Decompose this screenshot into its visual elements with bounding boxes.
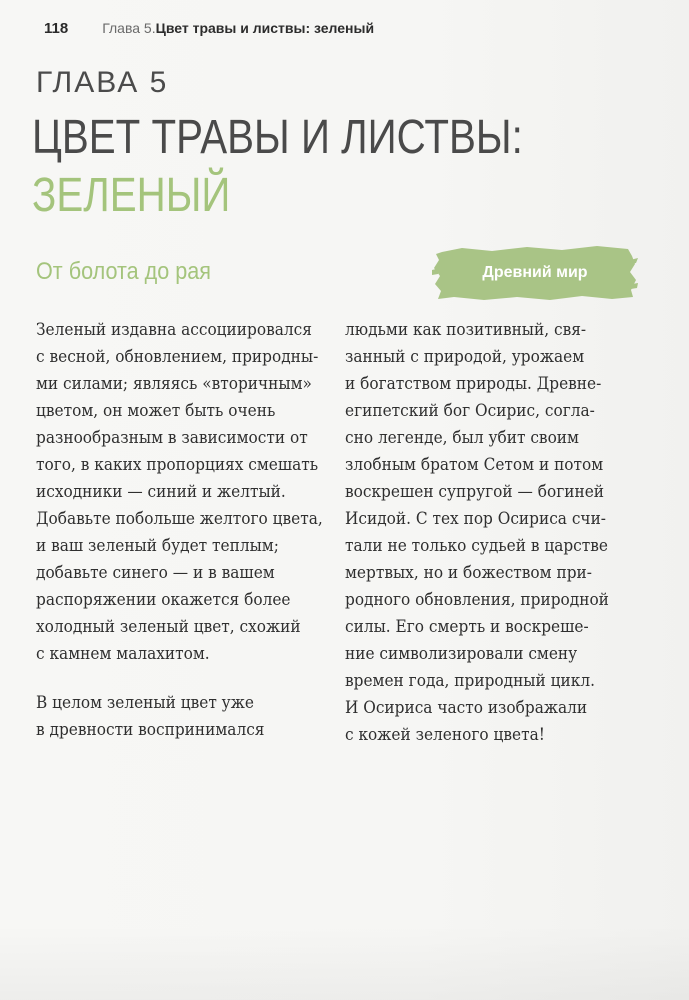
text-column-right	[345, 316, 609, 748]
text-line: В целом зеленый цвет уже	[36, 693, 254, 712]
text-line: с камнем малахитом.	[36, 644, 210, 663]
text-line: ми силами; являясь «вторичным»	[36, 374, 312, 393]
chapter-label: ГЛАВА 5	[36, 66, 169, 99]
text-line: ние символизировали смену	[345, 644, 578, 663]
page-number: 118	[44, 20, 69, 37]
text-line: египетский бог Осирис, согла-	[345, 401, 595, 420]
text-line: исходники — синий и желтый.	[36, 482, 286, 501]
text-column-left	[36, 316, 323, 743]
text-line: тали не только судьей в царстве	[345, 536, 608, 555]
text-line: с весной, обновлением, природны-	[36, 347, 319, 366]
text-line: сно легенде, был убит своим	[345, 428, 579, 447]
running-header	[44, 20, 374, 42]
text-line: распоряжении окажется более	[36, 590, 291, 609]
text-line: родного обновления, природной	[345, 590, 609, 609]
text-line: времен года, природный цикл.	[345, 671, 595, 690]
header-chapter-number: Глава 5.	[102, 20, 156, 36]
section-title: От болота до рая	[36, 258, 211, 285]
text-line: цветом, он может быть очень	[36, 401, 276, 420]
text-line: в древности воспринимался	[36, 720, 265, 739]
text-line: воскрешен супругой — богиней	[345, 482, 605, 501]
text-line: И Осириса часто изображали	[345, 698, 588, 717]
text-line: Исидой. С тех пор Осириса счи-	[345, 509, 606, 528]
text-line: с кожей зеленого цвета!	[345, 725, 545, 744]
topic-tag-badge	[432, 244, 638, 302]
text-line: Зеленый издавна ассоциировался	[36, 320, 312, 339]
header-chapter-title: Цвет травы и листвы: зеленый	[155, 20, 375, 36]
text-line: того, в каких пропорциях смешать	[36, 455, 319, 474]
text-line: холодный зеленый цвет, схожий	[36, 617, 301, 636]
chapter-title-color-word: ЗЕЛЕНЫЙ	[32, 169, 231, 222]
text-line: занный с природой, урожаем	[345, 347, 585, 366]
text-line: и ваш зеленый будет теплым;	[36, 536, 279, 555]
chapter-title: ЦВЕТ ТРАВЫ И ЛИСТВЫ:	[32, 111, 523, 164]
paragraph-gap	[36, 667, 323, 689]
text-line: людьми как позитивный, свя-	[345, 320, 587, 339]
text-line: Добавьте побольше желтого цвета,	[36, 509, 323, 528]
text-line: злобным братом Сетом и потом	[345, 455, 604, 474]
text-line: добавьте синего — и в вашем	[36, 563, 275, 582]
text-line: разнообразным в зависимости от	[36, 428, 308, 447]
topic-tag-label: Древний мир	[482, 264, 588, 281]
text-line: силы. Его смерть и воскреше-	[345, 617, 589, 636]
text-line: и богатством природы. Древне-	[345, 374, 602, 393]
page-edge-shadow	[0, 925, 689, 1000]
text-line: мертвых, но и божеством при-	[345, 563, 592, 582]
